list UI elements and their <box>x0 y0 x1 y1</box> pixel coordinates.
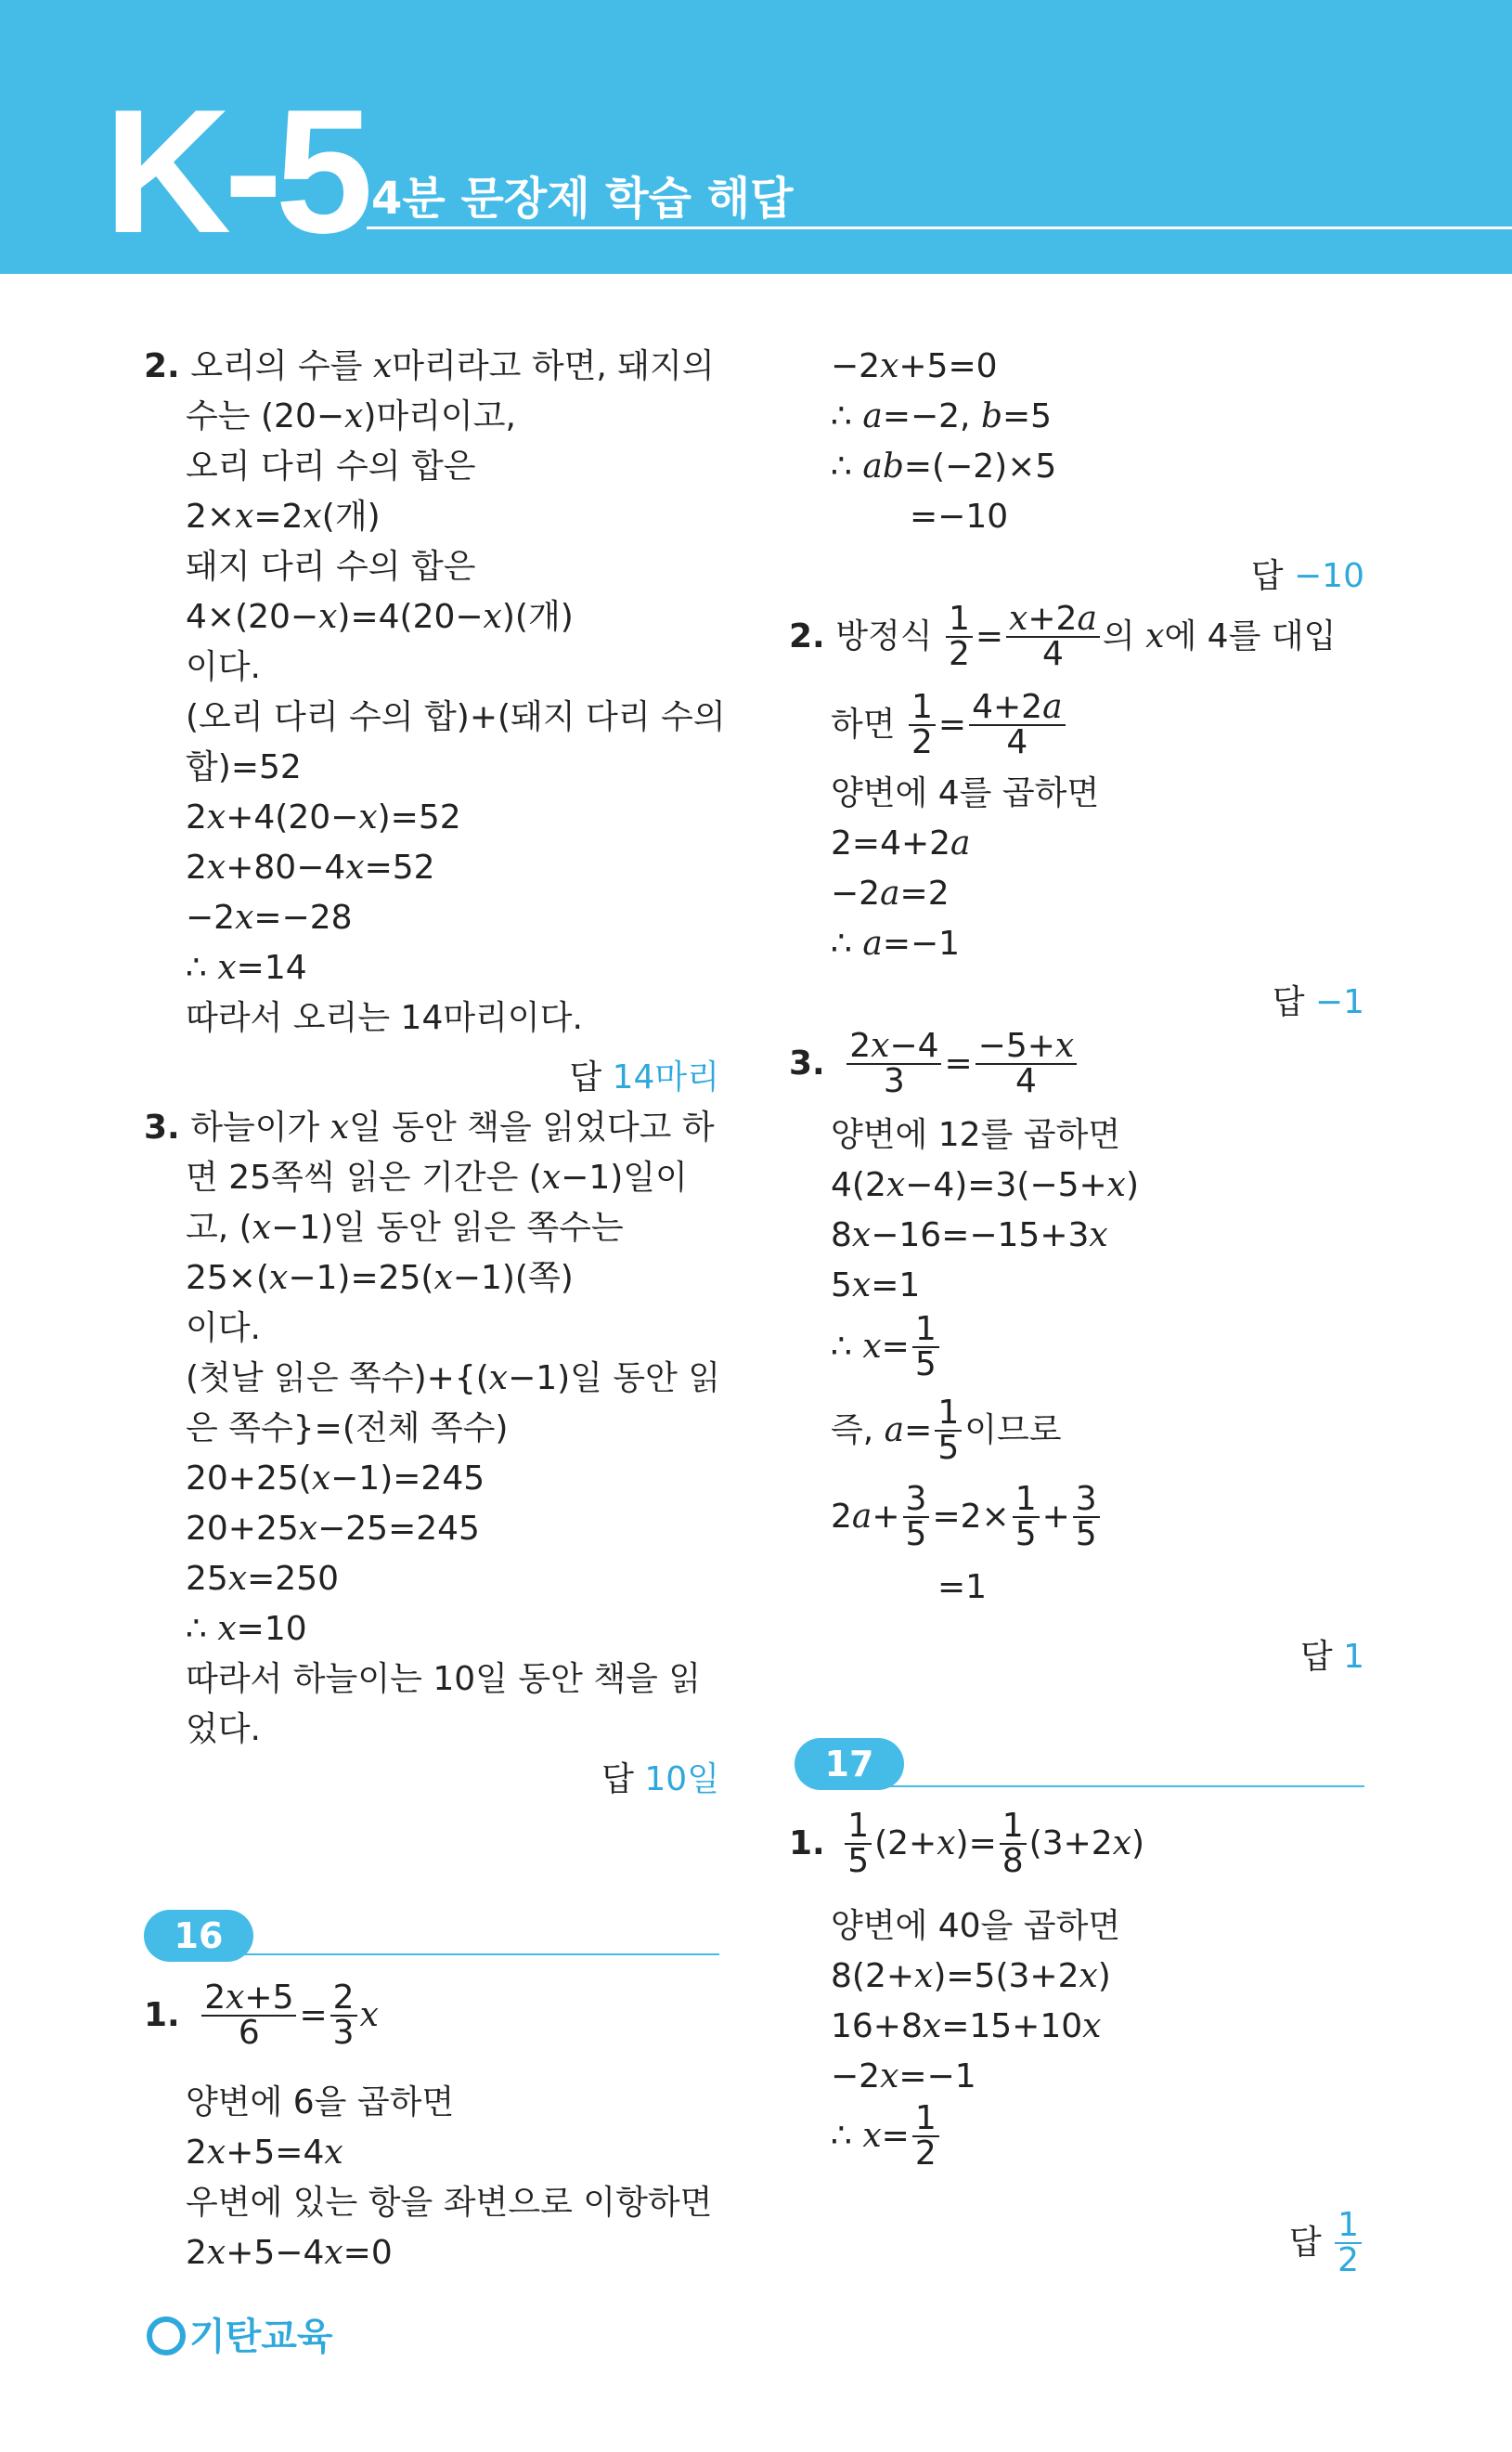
problem-line: ∴ a=−2, b=5 <box>831 397 1053 435</box>
problem-line: 2x+5−4x=0 <box>186 2234 393 2272</box>
answer: 답 $\frac{1}{2}$ <box>1289 2205 1364 2279</box>
problem-line: ∴ a=−1 <box>831 925 961 963</box>
problem-line: 양변에 6을 곱하면 <box>186 2083 455 2121</box>
publisher-logo: 기탄교육 <box>147 2307 333 2360</box>
problem-line: 따라서 오리는 14마리이다. <box>186 999 583 1037</box>
problem-line: (첫날 읽은 쪽수)+{(x−1)일 동안 읽 <box>186 1359 721 1397</box>
problem-line: ∴ x= $\frac{1}{2}$ <box>831 2098 942 2173</box>
problem-line: 2x+80−4x=52 <box>186 849 435 887</box>
problem-line: 4×(20−x)=4(20−x)(개) <box>186 598 574 636</box>
answer: 답 14마리 <box>569 1058 719 1096</box>
problem-line: 양변에 4를 곱하면 <box>831 774 1100 812</box>
section-rule <box>227 1953 719 1955</box>
problem-line: 하면 $\frac{1}{2}$ = $\frac{4+2a}{4}$ <box>831 687 1068 761</box>
problem-line: 우변에 있는 항을 좌변으로 이항하면 <box>186 2184 713 2222</box>
problem-line: ∴ x= $\frac{1}{5}$ <box>831 1309 942 1383</box>
section-badge-16: 16 <box>144 1910 253 1962</box>
problem-line: 면 25쪽씩 읽은 기간은 (x−1)일이 <box>186 1159 688 1197</box>
problem-line: −2x=−28 <box>186 899 353 937</box>
problem-line: 즉, a= $\frac{1}{5}$ 이므로 <box>831 1394 1062 1467</box>
problem-line: 2x+5=4x <box>186 2134 343 2172</box>
answer: 답 1 <box>1299 1638 1364 1676</box>
section-subtitle: 4분 문장제 학습 해답 <box>371 173 794 225</box>
problem-line: −2x+5=0 <box>831 347 998 385</box>
problem-line: 4(2x−4)=3(−5+x) <box>831 1166 1139 1204</box>
problem-line: 따라서 하늘이는 10일 동안 책을 읽 <box>186 1660 702 1698</box>
problem-line: 수는 (20−x)마리이고, <box>186 397 516 435</box>
problem-line: ∴ x=10 <box>186 1610 307 1648</box>
problem-line: 이다. <box>186 648 261 686</box>
problem-line: 은 쪽수}=(전체 쪽수) <box>186 1409 509 1447</box>
problem-line: 25x=250 <box>186 1560 340 1598</box>
problem-line: =−10 <box>910 498 1009 536</box>
problem-line: 오리 다리 수의 합은 <box>186 448 476 486</box>
problem-line: 2a+ $\frac{3}{5}$ =2× $\frac{1}{5}$ + $\frac{3}{5}$ <box>831 1479 1103 1553</box>
problem-line: 합)=52 <box>186 748 302 786</box>
problem-line: 3. $\frac{2x-4}{3}$ = $\frac{-5+x}{4}$ <box>789 1026 1079 1100</box>
problem-line: 고, (x−1)일 동안 읽은 쪽수는 <box>186 1209 624 1247</box>
section-badge-17: 17 <box>795 1738 904 1790</box>
problem-line: 20+25x−25=245 <box>186 1510 480 1548</box>
header-rule <box>367 227 1512 229</box>
problem-line: 1. $\frac{2x+5}{6}$ = $\frac{2}{3}$ x <box>144 1978 379 2052</box>
problem-line: ∴ ab=(−2)×5 <box>831 448 1057 486</box>
problem-line: 2=4+2a <box>831 824 971 863</box>
page-header <box>0 0 1512 274</box>
answer: 답 10일 <box>601 1760 719 1798</box>
problem-line: 8x−16=−15+3x <box>831 1216 1108 1254</box>
problem-line: 양변에 40을 곱하면 <box>831 1907 1121 1945</box>
problem-line: 20+25(x−1)=245 <box>186 1460 485 1498</box>
answer: 답 −10 <box>1250 557 1364 595</box>
problem-line: =1 <box>937 1568 988 1606</box>
problem-line: 16+8x=15+10x <box>831 2007 1102 2045</box>
problem-line: 양변에 12를 곱하면 <box>831 1116 1121 1154</box>
problem-line: 25×(x−1)=25(x−1)(쪽) <box>186 1259 574 1297</box>
problem-line: (오리 다리 수의 합)+(돼지 다리 수의 <box>186 698 726 736</box>
problem-line: 5x=1 <box>831 1266 921 1304</box>
problem-line: 2. 오리의 수를 x마리라고 하면, 돼지의 <box>144 347 715 385</box>
answer: 답 −1 <box>1272 983 1364 1021</box>
section-rule <box>878 1785 1364 1787</box>
problem-line: 3. 하늘이가 x일 동안 책을 읽었다고 하 <box>144 1109 715 1147</box>
problem-line: −2x=−1 <box>831 2057 976 2095</box>
problem-line: 이다. <box>186 1309 261 1347</box>
logo-g-icon <box>147 2316 186 2355</box>
problem-line: 2x+4(20−x)=52 <box>186 798 461 837</box>
problem-line: 8(2+x)=5(3+2x) <box>831 1957 1111 1995</box>
problem-line: 었다. <box>186 1710 261 1748</box>
unit-code: K-5 <box>104 73 367 270</box>
problem-line: ∴ x=14 <box>186 949 307 987</box>
problem-line: 2. 방정식 $\frac{1}{2}$ = $\frac{x+2a}{4}$ 의 x에 4를 대입 <box>789 600 1337 673</box>
problem-line: 2×x=2x(개) <box>186 498 381 536</box>
problem-line: 1. $\frac{1}{5}$ (2+x)= $\frac{1}{8}$ (3+2x) <box>789 1807 1145 1880</box>
problem-line: −2a=2 <box>831 875 950 913</box>
problem-line: 돼지 다리 수의 합은 <box>186 548 476 586</box>
